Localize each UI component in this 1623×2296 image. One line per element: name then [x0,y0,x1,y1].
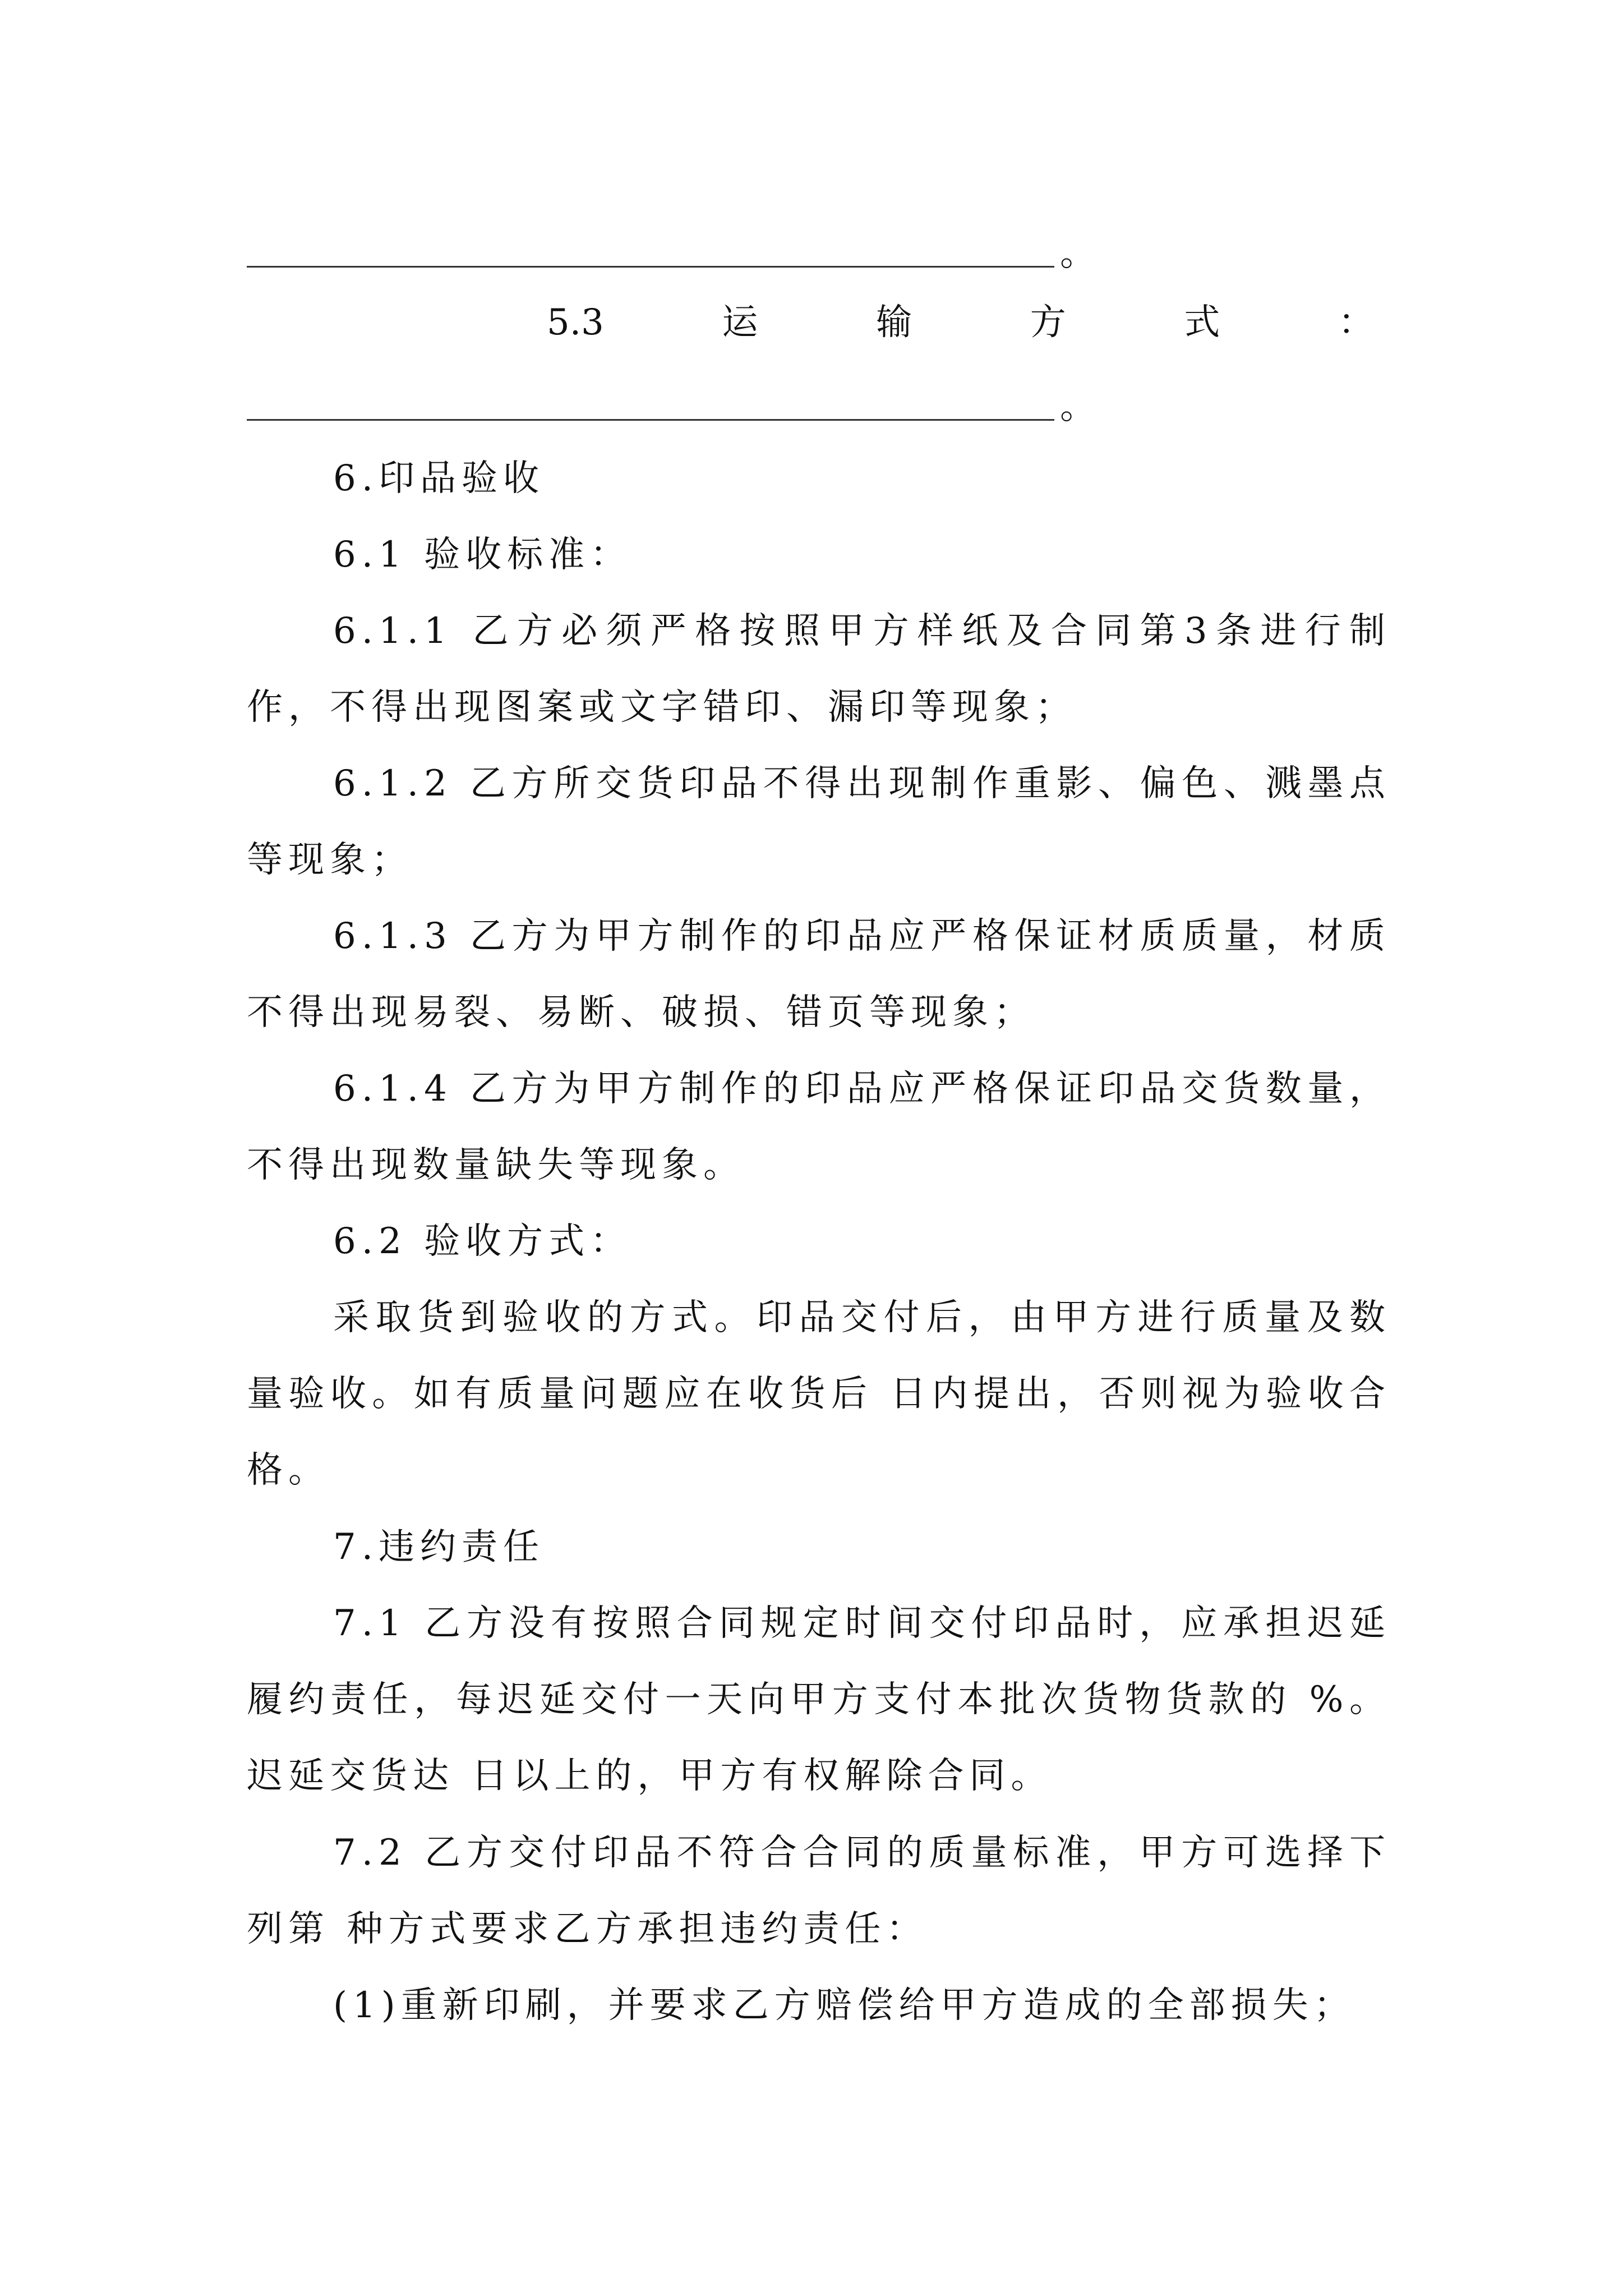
end-mark: 。 [1060,386,1096,427]
heading-char: 方 [1030,302,1066,343]
clause-paragraph: 6.1.1 乙方必须严格按照甲方样纸及合同第3条进行制作，不得出现图案或文字错印、漏印等现象； [247,610,1391,728]
heading-char: 运 [722,302,758,343]
fill-in-blank-line [247,266,1054,268]
clause-paragraph: 6.1.2 乙方所交货印品不得出现制作重影、偏色、溅墨点等现象； [247,763,1391,881]
section-heading: 7.违约责任 [333,1526,545,1568]
section-5-3-heading [547,300,1374,345]
heading-char: 输 [876,302,912,343]
section-number: 5.3 [547,302,604,343]
heading-char: 式 [1184,302,1220,343]
clause-paragraph: 7.2 乙方交付印品不符合合同的质量标准，甲方可选择下列第 种方式要求乙方承担违约责任： [247,1832,1391,1950]
clause-paragraph: 7.1 乙方没有按照合同规定时间交付印品时，应承担迟延履约责任，每迟延交付一天向甲方支付本批次货物货款的 %。迟延交货达 日以上的，甲方有权解除合同。 [247,1603,1391,1797]
subsection-heading: 6.2 验收方式： [333,1221,632,1262]
section-heading: 6.印品验收 [333,458,545,499]
fill-in-blank-line [247,419,1054,421]
clause-paragraph: 6.1.4 乙方为甲方制作的印品应严格保证印品交货数量，不得出现数量缺失等现象。 [247,1068,1391,1186]
clause-paragraph: 6.1.3 乙方为甲方制作的印品应严格保证材质质量，材质不得出现易裂、易断、破损、错页等现象； [247,915,1391,1033]
subsection-heading: 6.1 验收标准： [333,534,632,576]
end-mark: 。 [1060,233,1096,274]
clause-paragraph: 采取货到验收的方式。印品交付后，由甲方进行质量及数量验收。如有质量问题应在收货后 日内提出，否则视为验收合格。 [247,1297,1391,1491]
list-item: (1)重新印刷，并要求乙方赔偿给甲方造成的全部损失； [333,1985,1355,2026]
heading-colon: ： [1338,302,1374,343]
